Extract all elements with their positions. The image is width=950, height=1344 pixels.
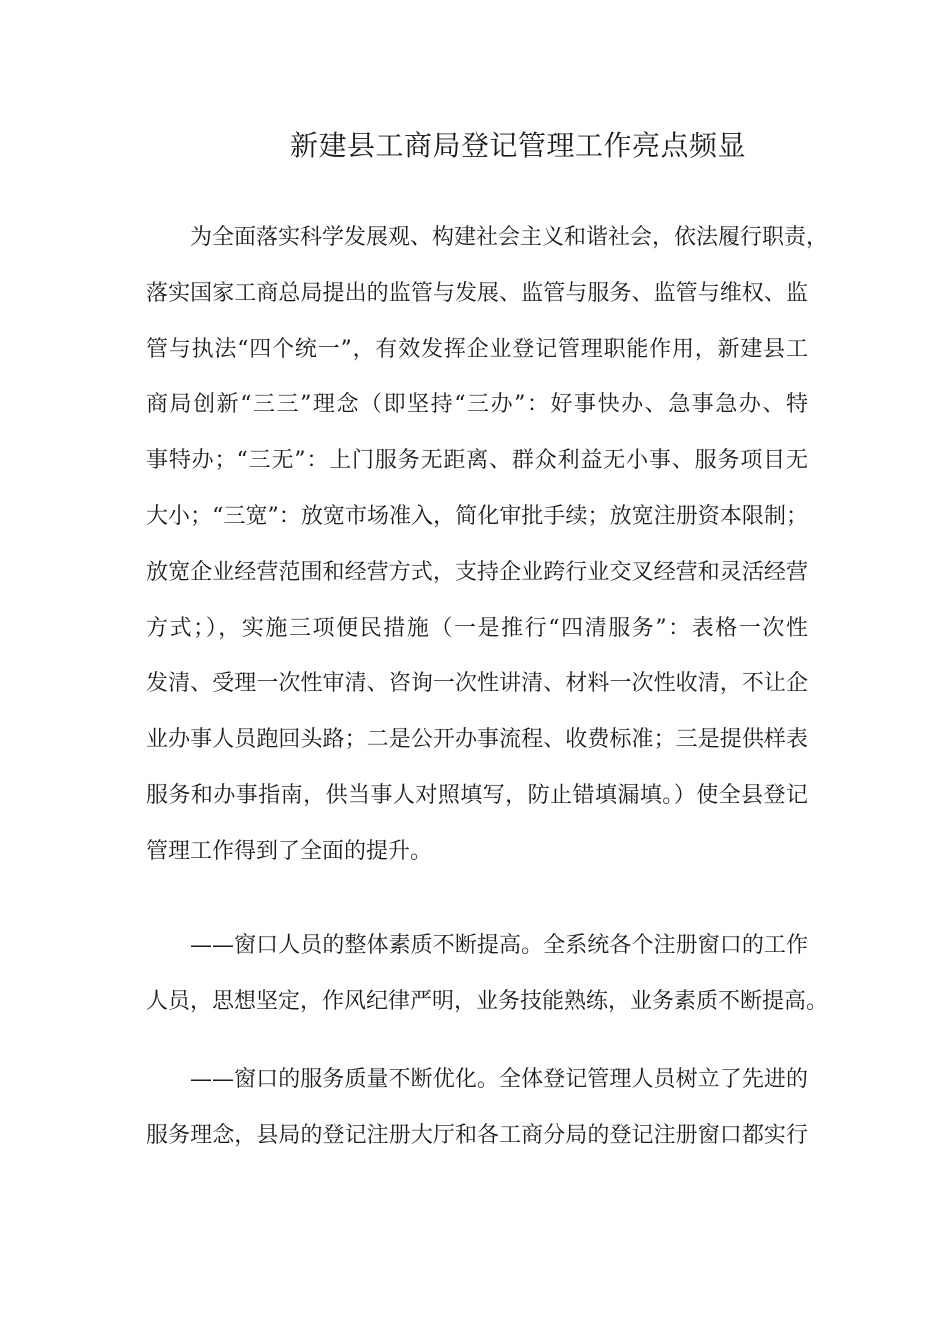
paragraph-1 xyxy=(146,210,829,880)
paragraph-line: 事特办；“三无”：上门服务无距离、群众利益无小事、服务项目无 xyxy=(146,448,808,474)
paragraph-line: 管理工作得到了全面的提升。 xyxy=(146,838,433,864)
paragraph-line: 落实国家工商总局提出的监管与发展、监管与服务、监管与维权、监 xyxy=(146,280,808,306)
paragraph-line: 放宽企业经营范围和经营方式，支持企业跨行业交叉经营和灵活经营 xyxy=(146,559,808,585)
paragraph-line: 大小；“三宽”：放宽市场准入，简化审批手续；放宽注册资本限制； xyxy=(146,503,808,529)
paragraph-2 xyxy=(146,918,829,1030)
paragraph-line: 业办事人员跑回头路；二是公开办事流程、收费标准；三是提供样表 xyxy=(146,727,808,753)
paragraph-line: ——窗口人员的整体素质不断提高。全系统各个注册窗口的工作 xyxy=(190,933,808,958)
paragraph-line: 商局创新“三三”理念（即坚持“三办”：好事快办、急事急办、特 xyxy=(146,392,808,418)
paragraph-line: 发清、受理一次性审清、咨询一次性讲清、材料一次性收清，不让企 xyxy=(146,671,808,697)
paragraph-line: 管与执法“四个统一”，有效发挥企业登记管理职能作用，新建县工 xyxy=(146,336,808,362)
document-title: 新建县工商局登记管理工作亮点频显 xyxy=(289,129,746,162)
paragraph-line: ——窗口的服务质量不断优化。全体登记管理人员树立了先进的 xyxy=(190,1067,808,1092)
paragraph-3 xyxy=(146,1052,808,1164)
paragraph-line: 服务理念，县局的登记注册大厅和各工商分局的登记注册窗口都实行 xyxy=(146,1122,808,1148)
paragraph-line: 服务和办事指南，供当事人对照填写，防止错填漏填。）使全县登记 xyxy=(146,782,808,808)
paragraph-line: 为全面落实科学发展观、构建社会主义和谐社会，依法履行职责， xyxy=(190,225,829,250)
paragraph-line: 人员，思想坚定，作风纪律严明，业务技能熟练，业务素质不断提高。 xyxy=(146,988,829,1014)
paragraph-line: 方式；），实施三项便民措施（一是推行“四清服务”：表格一次性 xyxy=(146,615,808,641)
